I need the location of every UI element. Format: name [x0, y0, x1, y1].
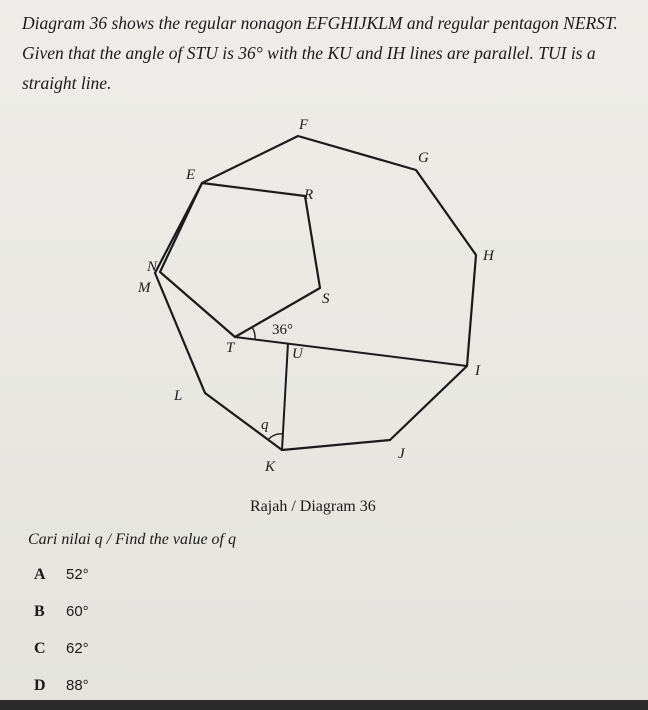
- angle-arc-k: [268, 434, 283, 440]
- label-f: F: [299, 117, 309, 133]
- option-letter: D: [34, 677, 46, 694]
- label-k: K: [265, 459, 276, 475]
- option-a[interactable]: [34, 566, 89, 584]
- option-value: 62°: [66, 640, 89, 657]
- question-line-1: Diagram 36 shows the regular nonagon EFGHIJKLM and regular pentagon NERST.: [22, 13, 618, 33]
- angle-arc-t: [252, 327, 255, 340]
- bottom-edge: [0, 700, 648, 710]
- option-letter: B: [34, 603, 45, 620]
- geometry-diagram: [0, 100, 648, 500]
- label-t: T: [226, 340, 235, 356]
- label-j: J: [398, 446, 405, 462]
- question-line-2: Given that the angle of STU is 36° with the KU and IH lines are parallel. TUI is a: [22, 43, 596, 63]
- question-text: [22, 8, 632, 98]
- question-line-3: straight line.: [22, 73, 112, 93]
- label-e: E: [186, 167, 196, 183]
- find-prompt: Cari nilai q / Find the value of q: [28, 531, 236, 548]
- option-value: 60°: [66, 603, 89, 620]
- label-r: R: [304, 187, 314, 203]
- label-i: I: [475, 363, 480, 379]
- label-s: S: [322, 291, 330, 307]
- label-q: q: [261, 417, 269, 433]
- option-letter: A: [34, 566, 46, 583]
- option-value: 52°: [66, 566, 89, 583]
- label-g: G: [418, 150, 429, 166]
- option-value: 88°: [66, 677, 89, 694]
- label-u: U: [292, 346, 303, 362]
- label-h: H: [483, 248, 494, 264]
- label-m: M: [138, 280, 151, 296]
- line-tui: [235, 337, 467, 366]
- option-c[interactable]: [34, 640, 89, 658]
- option-d[interactable]: [34, 677, 89, 695]
- pentagon-shape: [160, 183, 320, 337]
- option-letter: C: [34, 640, 46, 657]
- diagram-caption: Rajah / Diagram 36: [250, 498, 376, 515]
- option-b[interactable]: [34, 603, 89, 621]
- label-n: N: [147, 259, 158, 275]
- label-angle-36: 36°: [272, 322, 293, 338]
- label-l: L: [174, 388, 183, 404]
